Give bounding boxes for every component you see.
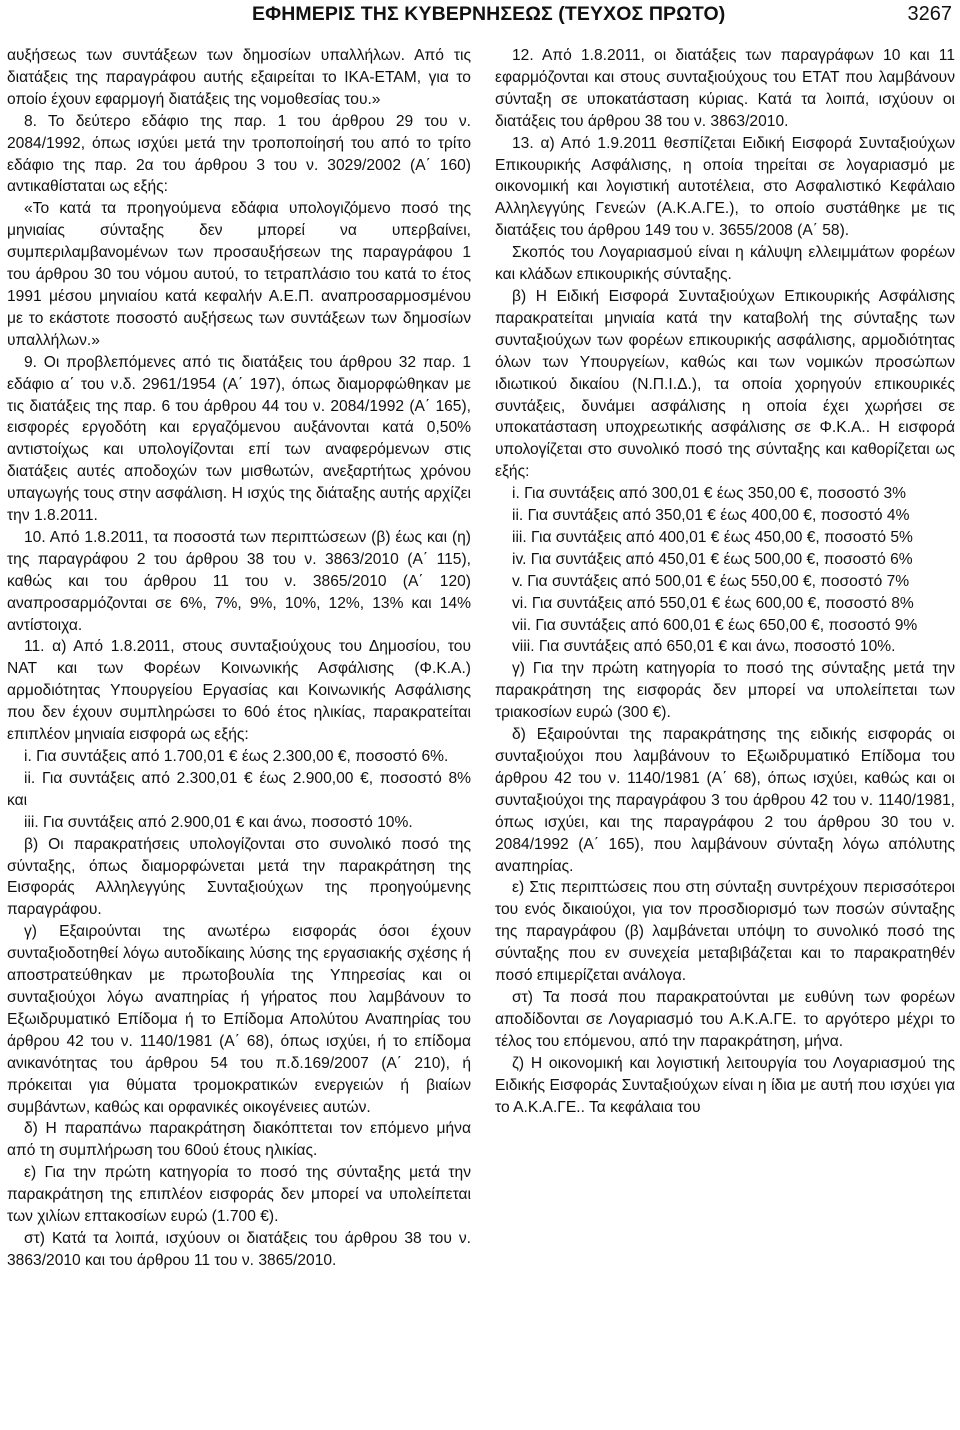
paragraph: ε) Στις περιπτώσεις που στη σύνταξη συντρέχουν περισσότεροι του ενός δικαιούχοι, για τον προσδιορισμό των ποσών σύνταξης της παραγράφου (β) λαμβάνεται υπόψη το συνολικό ποσό της σύνταξης που εν συνεχεία μεταβιβάζεται και το παρακρατηθέν ποσό επιμερίζεται ανάλογα. (495, 879, 955, 985)
paragraph: γ) Για την πρώτη κατηγορία το ποσό της σύνταξης μετά την παρακράτηση της εισφοράς δεν μπορεί να υπολείπεται των τριακοσίων ευρώ (300 €). (495, 660, 955, 722)
paragraph: 8. Το δεύτερο εδάφιο της παρ. 1 του άρθρου 29 του ν. 2084/1992, όπως ισχύει μετά την τροποποίησή του από το τρίτο εδάφιο της παρ. 2α του άρθρου 3 του ν. 3029/2002 (Α΄ 160) αντικαθίσταται ως εξής: (7, 112, 471, 196)
paragraph: ii. Για συντάξεις από 2.300,01 € έως 2.900,00 €, ποσοστό 8% και (7, 769, 471, 809)
paragraph: vi. Για συντάξεις από 550,01 € έως 600,00 €, ποσοστό 8% (512, 594, 914, 612)
paragraph: iii. Για συντάξεις από 2.900,01 € και άνω, ποσοστό 10%. (24, 813, 413, 831)
paragraph: iv. Για συντάξεις από 450,01 € έως 500,00 €, ποσοστό 6% (512, 550, 913, 568)
paragraph: ii. Για συντάξεις από 350,01 € έως 400,00 €, ποσοστό 4% (512, 507, 910, 525)
paragraph: Σκοπός του Λογαριασμού είναι η κάλυψη ελλειμμάτων φορέων και κλάδων επικουρικής σύνταξης. (495, 244, 955, 284)
paragraph: γ) Εξαιρούνται της ανωτέρω εισφοράς όσοι έχουν συνταξιοδοτηθεί λόγω αυτοδίκαιης λύσης της εργασιακής σχέσης ή αποστρατεύθηκαν με πρωτοβουλία της Υπηρεσίας και οι συνταξιούχοι λόγω αναπηρίας ή γήρατος που λαμβάνουν το Εξωιδρυματικό Επίδομα ή το Επίδομα Απολύτου Αναπηρίας του άρθρου 42 του ν. 1140/1981 (Α΄ 68), όπως ισχύει, ή το επίδομα ανικανότητας του άρθρου 54 του π.δ.169/2007 (Α΄ 210), ή πρόκειται για θύματα τρομοκρατικών ενεργειών ή βιαίων συμβάντων, καθώς και ορφανικές οικογένειες αυτών. (7, 923, 471, 1116)
paragraph: 10. Από 1.8.2011, τα ποσοστά των περιπτώσεων (β) έως και (η) της παραγράφου 2 του άρθρου 38 του ν. 3863/2010 (Α΄ 115), καθώς και του άρθρου 11 του ν. 3865/2010 (Α΄ 120) αναπροσαρμόζονται σε 6%, 7%, 9%, 10%, 12%, 13% και 14% αντίστοιχα. (7, 528, 471, 634)
paragraph: iii. Για συντάξεις από 400,01 € έως 450,00 €, ποσοστό 5% (512, 528, 913, 546)
gazette-title: ΕΦΗΜΕΡΙΣ ΤΗΣ ΚΥΒΕΡΝΗΣΕΩΣ (ΤΕΥΧΟΣ ΠΡΩΤΟ) (252, 3, 726, 25)
paragraph: στ) Κατά τα λοιπά, ισχύουν οι διατάξεις του άρθρου 38 του ν. 3863/2010 και του άρθρου 11 του ν. 3865/2010. (7, 1229, 471, 1269)
paragraph: δ) Εξαιρούνται της παρακράτησης της ειδικής εισφοράς οι συνταξιούχοι που λαμβάνουν το Εξωιδρυματικό Επίδομα του άρθρου 42 του ν. 1140/1981 (Α΄ 68), όπως ισχύει, καθώς και οι συνταξιούχοι της παραγράφου 3 του άρθρου 42 του ν. 1140/1981, όπως ισχύει, και της παραγράφου 2 του άρθρου 30 του ν. 2084/1992 (Α΄ 165), που λαμβάνουν σύνταξη λόγω απόλυτης αναπηρίας. (495, 726, 955, 875)
paragraph: β) Η Ειδική Εισφορά Συνταξιούχων Επικουρικής Ασφάλισης παρακρατείται μηνιαία κατά την καταβολή της σύνταξης των συνταξιούχων των φορέων επικουρικής ασφάλισης, αρμοδιότητας όλων των Υπουργείων, καθώς και των νομικών προσώπων ιδιωτικού δικαίου (Ν.Π.Ι.Δ.), τα οποία χορηγούν επικουρικές συντάξεις, δυνάμει ασφάλισης η οποία έχει χωρήσει σε υποκατάσταση υποχρεωτικής ασφάλισης σε Φ.Κ.Α.. Η εισφορά υπολογίζεται στο συνολικό ποσό της σύνταξης και καθορίζεται ως εξής: (495, 287, 955, 481)
paragraph: 11. α) Από 1.8.2011, στους συνταξιούχους του Δημοσίου, του ΝΑΤ και των Φορέων Κοινωνικής Ασφάλισης (Φ.Κ.Α.) αρμοδιότητας Υπουργείου Εργασίας και Κοινωνικής Ασφάλισης που δεν έχουν συμπληρώσει το 60ό έτος ηλικίας, παρακρατείται επιπλέον μηνιαία εισφορά ως εξής: (7, 638, 471, 744)
paragraph: 13. α) Από 1.9.2011 θεσπίζεται Ειδική Εισφορά Συνταξιούχων Επικουρικής Ασφάλισης, η οποία τηρείται σε λογαριασμό με οικονομική και λογιστική αυτοτέλεια, στο Ασφαλιστικό Κεφάλαιο Αλληλεγγύης Γενεών (Α.Κ.Α.ΓΕ.), το οποίο συστάθηκε με τις διατάξεις του άρθρου 149 του ν. 3655/2008 (Α΄ 58). (495, 134, 955, 240)
paragraph: στ) Τα ποσά που παρακρατούνται με ευθύνη των φορέων αποδίδονται σε Λογαριασμό του Α.Κ.Α.ΓΕ. το αργότερο μέχρι το τέλος του επόμενου, από την παρακράτηση, μήνα. (495, 988, 955, 1050)
paragraph: i. Για συντάξεις από 300,01 € έως 350,00 €, ποσοστό 3% (512, 485, 906, 503)
page-header (0, 0, 960, 40)
paragraph: ζ) Η οικονομική και λογιστική λειτουργία του Λογαριασμού της Ειδικής Εισφοράς Συνταξιούχων είναι η ίδια με αυτή που ισχύει για το Α.Κ.Α.ΓΕ.. Τα κεφάλαια του (495, 1054, 955, 1116)
paragraph: αυξήσεως των συντάξεων των δημοσίων υπαλλήλων. Από τις διατάξεις της παραγράφου αυτής εξαιρείται το ΙΚΑ-ΕΤΑΜ, για το οποίο έχουν εφαρμογή διατάξεις της νομοθεσίας του.» (7, 47, 471, 108)
right-column (495, 45, 955, 1118)
left-column (7, 45, 471, 1272)
paragraph: viii. Για συντάξεις από 650,01 € και άνω, ποσοστό 10%. (512, 638, 896, 656)
paragraph: vii. Για συντάξεις από 600,01 € έως 650,00 €, ποσοστό 9% (512, 616, 918, 634)
paragraph: 9. Οι προβλεπόμενες από τις διατάξεις του άρθρου 32 παρ. 1 εδάφιο α΄ του ν.δ. 2961/1954 (Α΄ 197), όπως διαμορφώθηκαν με τις διατάξεις της παρ. 6 του άρθρου 44 του ν. 2084/1992 (Α΄ 165), εισφορές εργοδότη και εργαζόμενου αυξάνονται κατά 0,50% αντιστοίχως και υπολογίζονται επί των αναφερόμενων στις διατάξεις αυτές αποδοχών των μισθωτών, ανεξαρτήτως χρόνου υπαγωγής τους στην ασφάλιση. Η ισχύς της διάταξης αυτής αρχίζει την 1.8.2011. (7, 353, 471, 525)
paragraph: i. Για συντάξεις από 1.700,01 € έως 2.300,00 €, ποσοστό 6%. (24, 748, 449, 765)
paragraph: δ) Η παραπάνω παρακράτηση διακόπτεται τον επόμενο μήνα από τη συμπλήρωση του 60ού έτους ηλικίας. (7, 1120, 471, 1160)
paragraph: β) Οι παρακρατήσεις υπολογίζονται στο συνολικό ποσό της σύνταξης, όπως διαμορφώνεται μετά την παρακράτηση της Εισφοράς Αλληλεγγύης Συνταξιούχων της προηγούμενης παραγράφου. (7, 835, 471, 919)
paragraph: ε) Για την πρώτη κατηγορία το ποσό της σύνταξης μετά την παρακράτηση της επιπλέον εισφοράς δεν μπορεί να υπολείπεται των χιλίων επτακοσίων ευρώ (1.700 €). (7, 1164, 471, 1226)
paragraph: «Το κατά τα προηγούμενα εδάφια υπολογιζόμενο ποσό της μηνιαίας σύνταξης δεν μπορεί να υπερβαίνει, συμπεριλαμβανομένων των προσαυξήσεων της παραγράφου 1 του άρθρου 30 του νόμου αυτού, το τετραπλάσιο του κατά το έτος 1991 μέσου μηνιαίου κατά κεφαλήν Α.Ε.Π. αναπροσαρμοσμένου με το εκάστοτε ποσοστό αυξήσεως των συντάξεων των δημοσίων υπαλλήλων.» (7, 200, 471, 349)
paragraph: 12. Από 1.8.2011, οι διατάξεις των παραγράφων 10 και 11 εφαρμόζονται και στους συνταξιούχους του ΕΤΑΤ που λαμβάνουν σύνταξη σε υποκατάσταση κύριας. Κατά τα λοιπά, ισχύουν οι διατάξεις του άρθρου 38 του ν. 3863/2010. (495, 47, 955, 130)
page-number: 3267 (907, 3, 952, 25)
paragraph: v. Για συντάξεις από 500,01 € έως 550,00 €, ποσοστό 7% (512, 572, 910, 590)
